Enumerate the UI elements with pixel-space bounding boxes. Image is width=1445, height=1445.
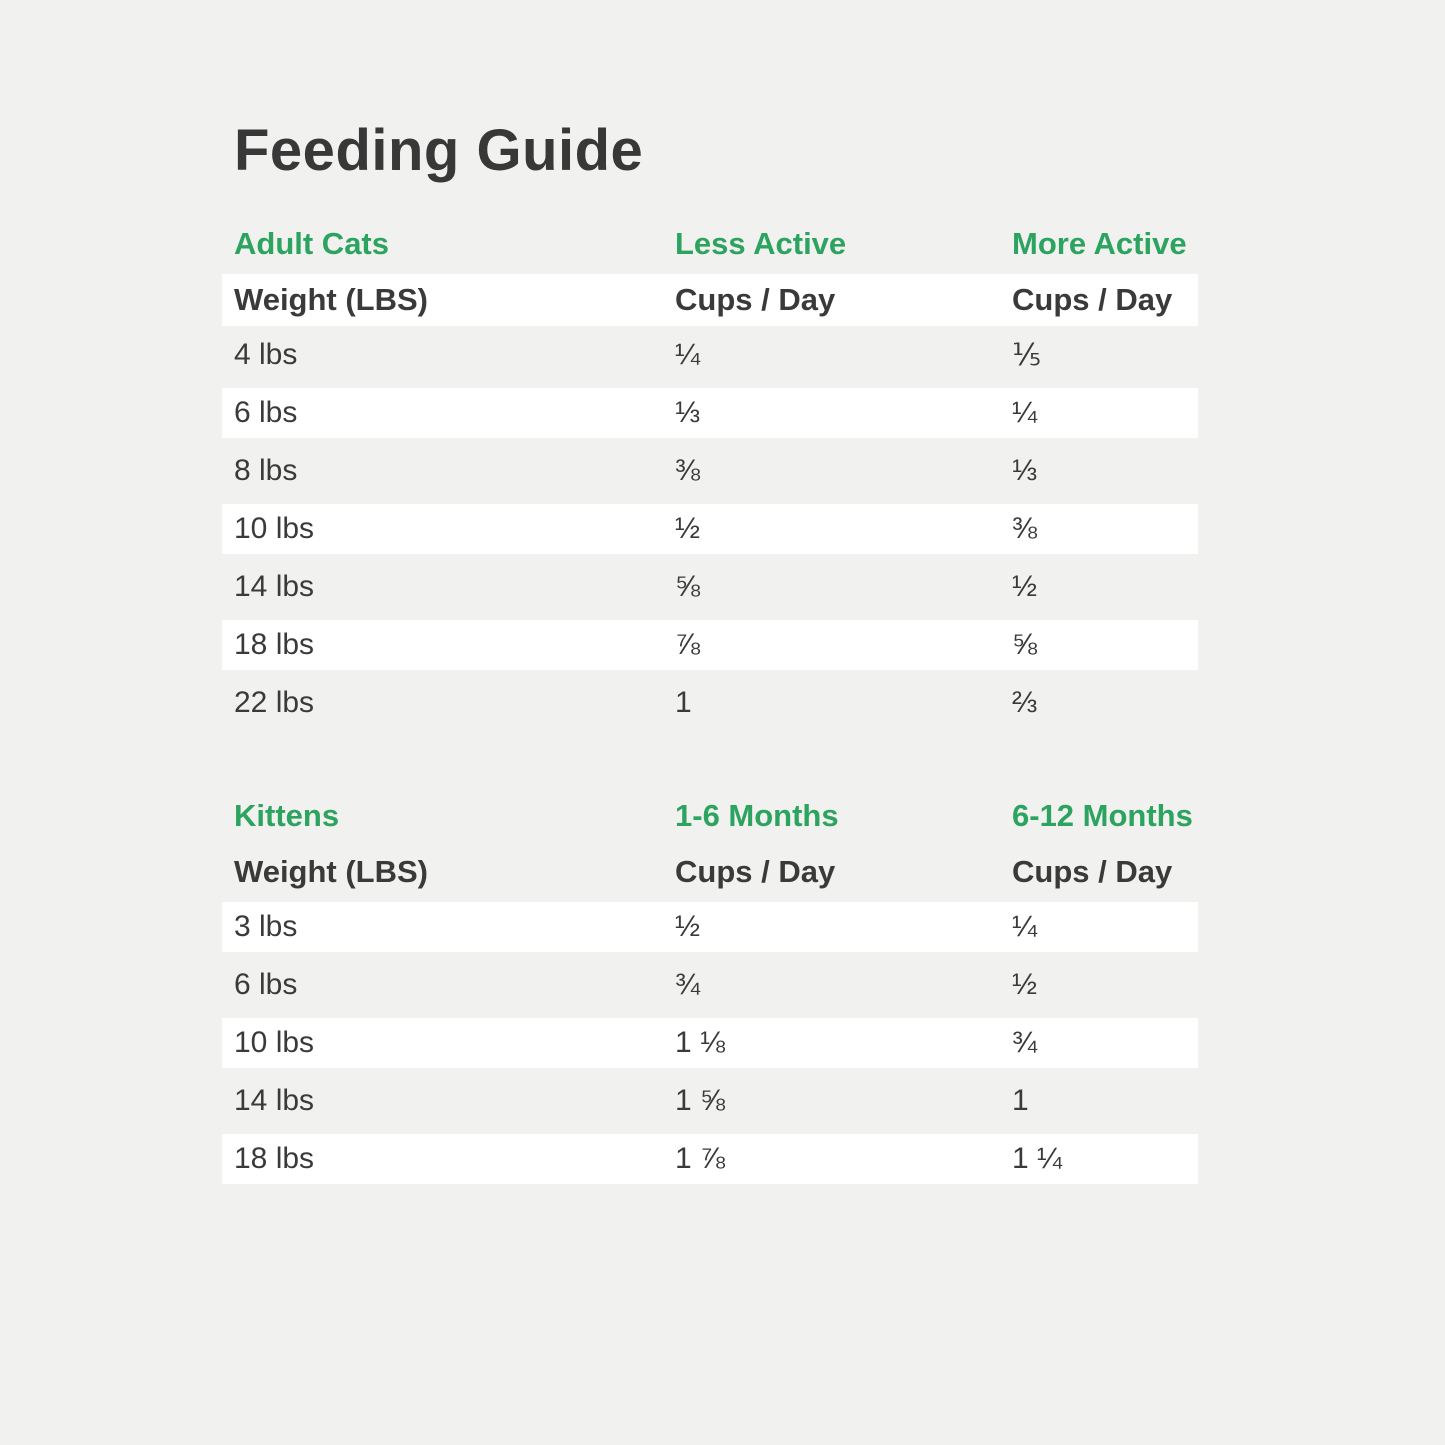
value-cell-2: ⅝ bbox=[1012, 628, 1038, 661]
table-row bbox=[222, 616, 1198, 674]
value-cell-1: 1 ⅝ bbox=[675, 1084, 726, 1117]
cups-per-day-label-1: Cups / Day bbox=[675, 282, 836, 317]
table-row bbox=[222, 1072, 1198, 1130]
table-row bbox=[222, 558, 1198, 616]
weight-header-label: Weight (LBS) bbox=[234, 282, 429, 317]
value-cell-2: ⅕ bbox=[1012, 338, 1042, 372]
table-row bbox=[222, 500, 1198, 558]
weight-cell: 14 lbs bbox=[234, 570, 315, 603]
feeding-table bbox=[222, 794, 1198, 1188]
table-row bbox=[222, 956, 1198, 1014]
weight-cell: 10 lbs bbox=[234, 512, 315, 545]
tables-root bbox=[222, 188, 1198, 1188]
value-cell-2: ½ bbox=[1012, 570, 1038, 603]
value-cell-1: ⅞ bbox=[675, 628, 701, 661]
weight-header-label: Weight (LBS) bbox=[234, 854, 429, 889]
table-row bbox=[222, 1014, 1198, 1072]
value-cell-2: ¼ bbox=[1012, 910, 1038, 943]
value-cell-1: 1 ⅞ bbox=[675, 1142, 726, 1175]
table-row bbox=[222, 384, 1198, 442]
table-row bbox=[222, 674, 1198, 732]
value-cell-1: ½ bbox=[675, 910, 701, 943]
value-cell-2: ¼ bbox=[1012, 396, 1038, 429]
weight-cell: 22 lbs bbox=[234, 686, 315, 719]
weight-cell: 4 lbs bbox=[234, 338, 298, 371]
cups-per-day-label-2: Cups / Day bbox=[1012, 282, 1173, 317]
table-row bbox=[222, 1130, 1198, 1188]
cups-per-day-label-1: Cups / Day bbox=[675, 854, 836, 889]
value-cell-2: 1 bbox=[1012, 1084, 1029, 1117]
value-cell-1: 1 bbox=[675, 686, 692, 719]
cups-per-day-label-2: Cups / Day bbox=[1012, 854, 1173, 889]
value-cell-2: ⅔ bbox=[1012, 686, 1038, 719]
table-row bbox=[222, 898, 1198, 956]
activity-label-1: Less Active bbox=[675, 226, 847, 261]
value-cell-1: ⅝ bbox=[675, 570, 701, 603]
value-cell-2: 1 ¼ bbox=[1012, 1142, 1063, 1175]
page-title: Feeding Guide bbox=[234, 118, 644, 183]
weight-cell: 18 lbs bbox=[234, 1142, 315, 1175]
weight-cell: 3 lbs bbox=[234, 910, 298, 943]
value-cell-1: ¼ bbox=[675, 338, 701, 371]
value-cell-2: ⅓ bbox=[1012, 454, 1038, 487]
weight-cell: 18 lbs bbox=[234, 628, 315, 661]
table-body bbox=[222, 326, 1198, 732]
weight-cell: 10 lbs bbox=[234, 1026, 315, 1059]
value-cell-1: ⅓ bbox=[675, 396, 701, 429]
activity-label-2: More Active bbox=[1012, 226, 1187, 261]
section-label: Kittens bbox=[234, 798, 340, 833]
value-cell-2: ½ bbox=[1012, 968, 1038, 1001]
column-header-row bbox=[222, 846, 1198, 898]
section-header-row bbox=[222, 794, 1198, 838]
weight-cell: 6 lbs bbox=[234, 968, 298, 1001]
table-row bbox=[222, 442, 1198, 500]
section-label: Adult Cats bbox=[234, 226, 389, 261]
value-cell-1: ⅜ bbox=[675, 454, 701, 487]
feeding-table bbox=[222, 222, 1198, 732]
activity-label-2: 6-12 Months bbox=[1012, 798, 1193, 833]
value-cell-2: ¾ bbox=[1012, 1026, 1038, 1059]
weight-cell: 6 lbs bbox=[234, 396, 298, 429]
table-row bbox=[222, 326, 1198, 384]
value-cell-1: 1 ⅛ bbox=[675, 1026, 726, 1059]
column-header-row bbox=[222, 274, 1198, 326]
table-body bbox=[222, 898, 1198, 1188]
value-cell-2: ⅜ bbox=[1012, 512, 1038, 545]
weight-cell: 14 lbs bbox=[234, 1084, 315, 1117]
section-header-row bbox=[222, 222, 1198, 266]
value-cell-1: ¾ bbox=[675, 968, 701, 1001]
weight-cell: 8 lbs bbox=[234, 454, 298, 487]
activity-label-1: 1-6 Months bbox=[675, 798, 839, 833]
value-cell-1: ½ bbox=[675, 512, 701, 545]
